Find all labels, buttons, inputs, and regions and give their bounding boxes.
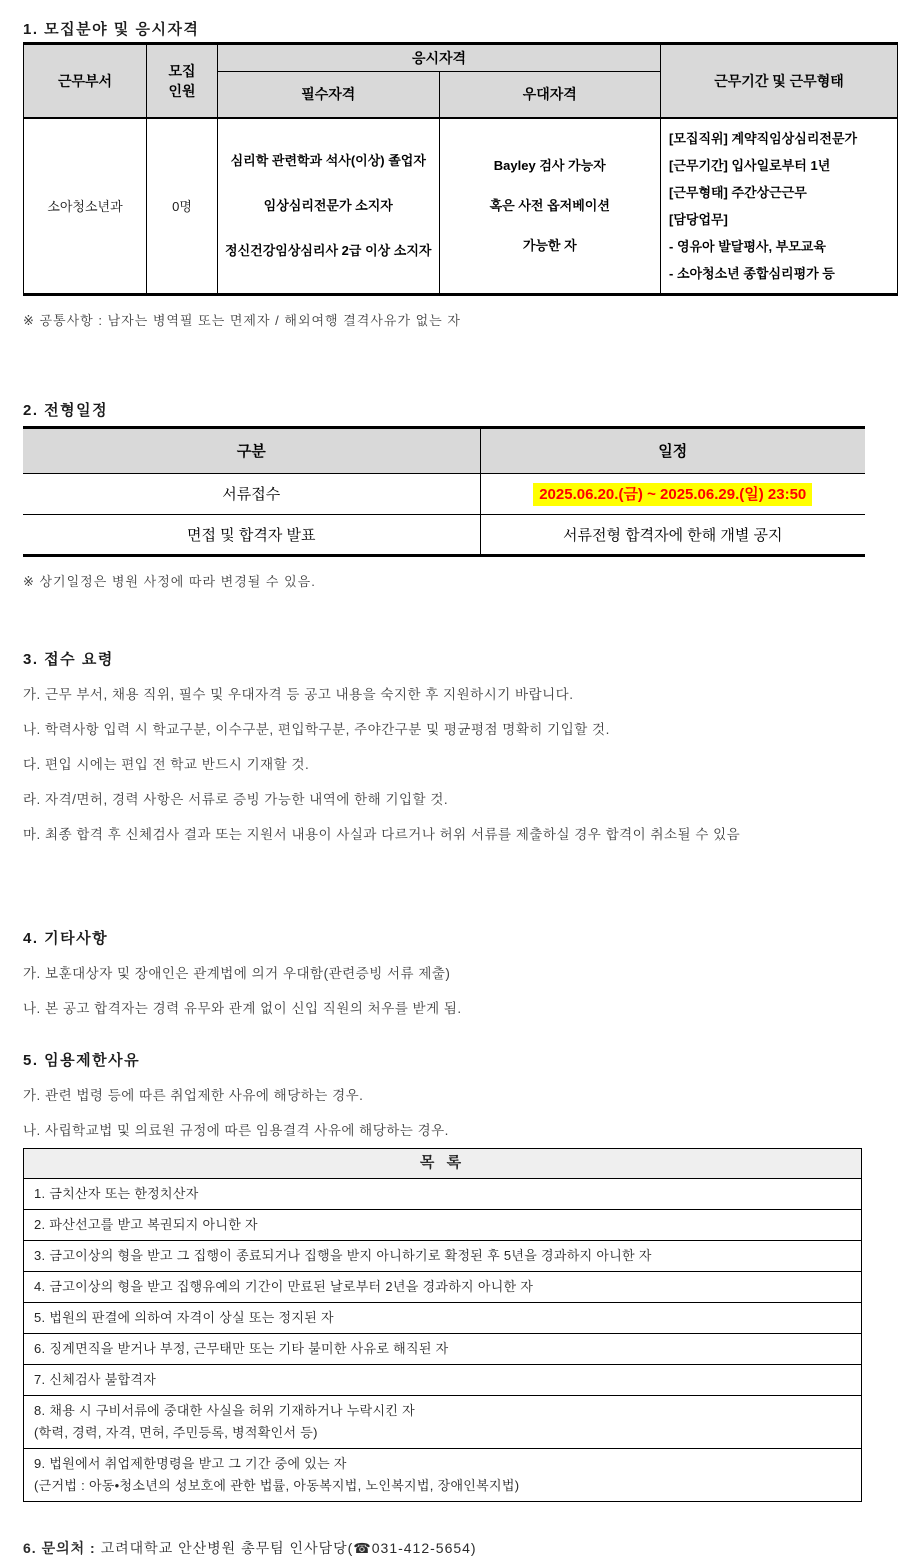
cell-count: 0명	[147, 118, 218, 295]
restriction-list-cell	[24, 1448, 862, 1501]
guideline-item: 마. 최종 합격 후 신체검사 결과 또는 지원서 내용이 사실과 다르거나 허위 서류를 제출하실 경우 합격이 취소될 수 있음	[23, 826, 741, 842]
application-period-highlight: 2025.06.20.(금) ~ 2025.06.29.(일) 23:50	[533, 483, 812, 506]
restriction-list-line: 8. 채용 시 구비서류에 중대한 사실을 허위 기재하거나 누락시킨 자	[34, 1402, 415, 1418]
required-qualification-line: 정신건강임상심리사 2급 이상 소지자	[225, 243, 432, 258]
col-header-count-line2: 인원	[168, 82, 196, 99]
restriction-list-cell	[24, 1178, 862, 1209]
work-condition-line: - 영유아 발달평사, 부모교육	[669, 238, 826, 254]
restriction-list-line: (학력, 경력, 자격, 면허, 주민등록, 병적확인서 등)	[34, 1424, 318, 1440]
col-header-count-line1: 모집	[168, 62, 196, 79]
restriction-list-line: 9. 법원에서 취업제한명령을 받고 그 기간 중에 있는 자	[34, 1455, 347, 1471]
restriction-list-line: 4. 금고이상의 형을 받고 집행유예의 기간이 만료된 날로부터 2년을 경과하지 아니한 자	[34, 1278, 534, 1294]
required-qualification-line: 심리학 관련학과 석사(이상) 졸업자	[230, 153, 426, 168]
section2-title: 2. 전형일정	[23, 401, 109, 419]
col-header-count	[147, 44, 218, 118]
schedule-row	[23, 514, 865, 555]
employment-restriction-notes	[23, 1086, 911, 1140]
recruitment-table	[23, 42, 898, 296]
cell-preferred-qualifications	[439, 118, 661, 295]
restriction-list-row	[24, 1333, 862, 1364]
restriction-list-cell	[24, 1395, 862, 1448]
other-notes	[23, 964, 911, 1018]
schedule-change-note: ※ 상기일정은 병원 사정에 따라 변경될 수 있음.	[23, 573, 316, 589]
section5-title: 5. 임용제한사유	[23, 1051, 141, 1069]
restriction-note-item: 나. 사립학교법 및 의료원 규정에 따른 임용결격 사유에 해당하는 경우.	[23, 1122, 449, 1138]
restriction-list-header: 목 록	[24, 1148, 862, 1178]
contact-value: 고려대학교 안산병원 총무팀 인사담당(☎031-412-5654)	[100, 1539, 477, 1556]
work-condition-line: [담당업무]	[669, 211, 728, 227]
guideline-item: 다. 편입 시에는 편입 전 학교 반드시 기재할 것.	[23, 756, 310, 772]
work-condition-line: [근무형태] 주간상근근무	[669, 184, 807, 200]
restriction-list-cell	[24, 1240, 862, 1271]
application-guidelines	[23, 685, 911, 844]
section4-title: 4. 기타사항	[23, 929, 109, 947]
restriction-list-row	[24, 1364, 862, 1395]
cell-dept: 소아청소년과	[24, 118, 147, 295]
col-header-required: 필수자격	[218, 72, 440, 118]
restriction-list-cell	[24, 1302, 862, 1333]
cell-work-conditions	[661, 118, 898, 295]
restriction-list-cell	[24, 1271, 862, 1302]
work-condition-line: [모집직위] 계약직임상심리전문가	[669, 130, 858, 146]
restriction-list-line: (근거법 : 아동•청소년의 성보호에 관한 법률, 아동복지법, 노인복지법, 장애인복지법)	[34, 1477, 520, 1493]
schedule-header-date: 일정	[480, 427, 865, 473]
col-header-work: 근무기간 및 근무형태	[661, 44, 898, 118]
restriction-list-line: 1. 금치산자 또는 한정치산자	[34, 1185, 199, 1201]
section1-title: 1. 모집분야 및 응시자격	[23, 21, 200, 38]
schedule-value	[480, 473, 865, 514]
schedule-category: 서류접수	[23, 473, 480, 514]
schedule-category: 면접 및 합격자 발표	[23, 514, 480, 555]
guideline-item: 라. 자격/면허, 경력 사항은 서류로 증빙 가능한 내역에 한해 기입할 것.	[23, 791, 449, 807]
restriction-list-line: 6. 징계면직을 받거나 부정, 근무태만 또는 기타 불미한 사유로 해직된 자	[34, 1340, 449, 1356]
contact-line	[23, 1538, 911, 1558]
restriction-note-item: 가. 관련 법령 등에 따른 취업제한 사유에 해당하는 경우.	[23, 1087, 364, 1103]
col-header-qualification: 응시자격	[218, 44, 661, 72]
restriction-list-line: 7. 신체검사 불합격자	[34, 1371, 157, 1387]
restriction-list-row	[24, 1271, 862, 1302]
contact-label: 6. 문의처 :	[23, 1539, 96, 1556]
schedule-row	[23, 473, 865, 514]
schedule-table	[23, 426, 865, 557]
restriction-list-cell	[24, 1333, 862, 1364]
restriction-list-cell	[24, 1364, 862, 1395]
restriction-list-line: 5. 법원의 판결에 의하여 자격이 상실 또는 정지된 자	[34, 1309, 334, 1325]
work-condition-line: - 소아청소년 종합심리평가 등	[669, 265, 835, 281]
work-condition-line: [근무기간] 입사일로부터 1년	[669, 157, 831, 173]
restriction-list-row	[24, 1209, 862, 1240]
restriction-list-row	[24, 1178, 862, 1209]
other-note-item: 나. 본 공고 합격자는 경력 유무와 관계 없이 신입 직원의 처우를 받게 됨.	[23, 1000, 462, 1016]
section3-title: 3. 접수 요령	[23, 650, 114, 668]
restriction-list-table	[23, 1148, 862, 1502]
restriction-list-line: 2. 파산선고를 받고 복권되지 아니한 자	[34, 1216, 258, 1232]
required-qualification-line: 임상심리전문가 소지자	[263, 198, 393, 213]
preferred-qualification-line: 가능한 자	[522, 237, 577, 253]
restriction-list-row	[24, 1395, 862, 1448]
preferred-qualification-line: 혹은 사전 옵저베이션	[489, 197, 610, 213]
guideline-item: 가. 근무 부서, 채용 직위, 필수 및 우대자격 등 공고 내용을 숙지한 후 지원하시기 바랍니다.	[23, 686, 574, 702]
col-header-dept: 근무부서	[24, 44, 147, 118]
other-note-item: 가. 보훈대상자 및 장애인은 관계법에 의거 우대함(관련증빙 서류 제출)	[23, 965, 451, 981]
guideline-item: 나. 학력사항 입력 시 학교구분, 이수구분, 편입학구분, 주야간구분 및 평균평점 명확히 기입할 것.	[23, 721, 610, 737]
restriction-list-line: 3. 금고이상의 형을 받고 그 집행이 종료되거나 집행을 받지 아니하기로 확정된 후 5년을 경과하지 아니한 자	[34, 1247, 652, 1263]
schedule-value: 서류전형 합격자에 한해 개별 공지	[480, 514, 865, 555]
restriction-list-row	[24, 1240, 862, 1271]
schedule-header-category: 구분	[23, 427, 480, 473]
restriction-list-row	[24, 1448, 862, 1501]
restriction-list-row	[24, 1302, 862, 1333]
common-requirement-note: ※ 공통사항 : 남자는 병역필 또는 면제자 / 해외여행 결격사유가 없는 자	[23, 312, 461, 328]
col-header-preferred: 우대자격	[439, 72, 661, 118]
cell-required-qualifications	[218, 118, 440, 295]
preferred-qualification-line: Bayley 검사 가능자	[493, 157, 606, 173]
restriction-list-cell	[24, 1209, 862, 1240]
